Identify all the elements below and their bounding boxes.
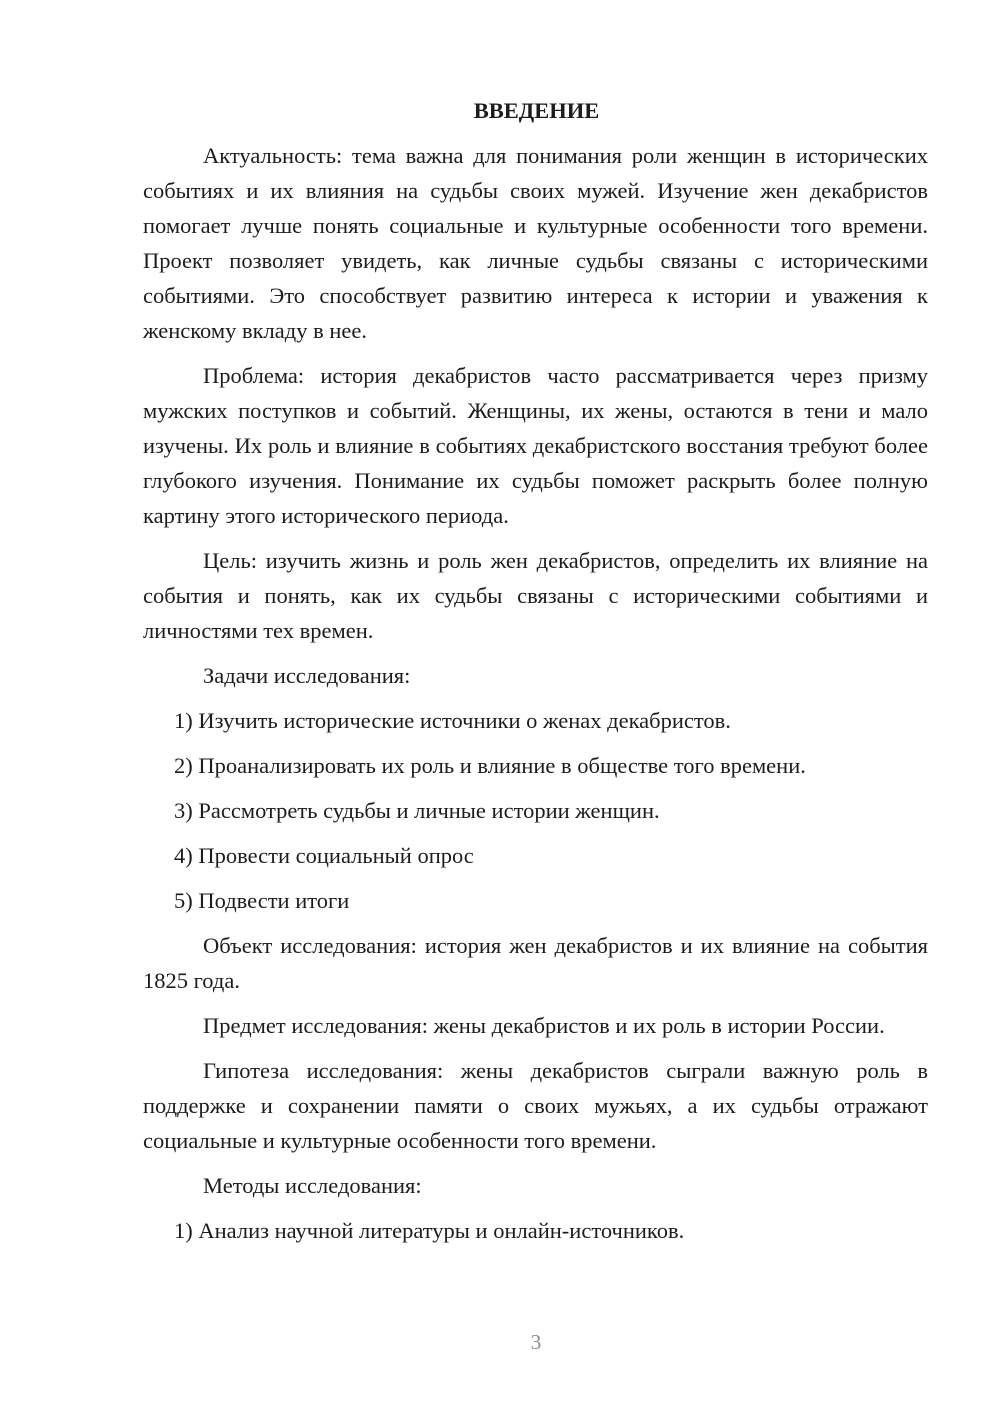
- task-item: 2) Проанализировать их роль и влияние в обществе того времени.: [174, 753, 806, 778]
- hypothesis-paragraph: Гипотеза исследования: жены декабристов сыграли важную роль в поддержке и сохранении памяти о своих мужьях, а их судьбы отражают социальные и культурные особенности того времени.: [143, 1058, 928, 1153]
- subject-paragraph: Предмет исследования: жены декабристов и их роль в истории России.: [203, 1013, 885, 1038]
- task-item: 4) Провести социальный опрос: [174, 843, 474, 868]
- goal-paragraph: Цель: изучить жизнь и роль жен декабристов, определить их влияние на события и понять, как их судьбы связаны с историческими событиями и личностями тех времен.: [143, 548, 928, 643]
- section-heading: ВВЕДЕНИЕ: [473, 98, 600, 123]
- problem-paragraph: Проблема: история декабристов часто рассматривается через призму мужских поступков и событий. Женщины, их жены, остаются в тени и мало изучены. Их роль и влияние в событиях декабристского восстания требуют более глубокого изучения. Понимание их судьбы поможет раскрыть более полную картину этого исторического периода.: [143, 363, 928, 528]
- relevance-paragraph: Актуальность: тема важна для понимания роли женщин в исторических событиях и их влияния на судьбы своих мужей. Изучение жен декабристов помогает лучше понять социальные и культурные особенности того времени. Проект позволяет увидеть, как личные судьбы связаны с историческими событиями. Это способствует развитию интереса к истории и уважения к женскому вкладу в нее.: [143, 143, 928, 343]
- task-item: 1) Изучить исторические источники о женах декабристов.: [174, 708, 731, 733]
- object-paragraph: Объект исследования: история жен декабристов и их влияние на события 1825 года.: [143, 933, 928, 993]
- page-number: 3: [530, 1330, 542, 1354]
- method-item: 1) Анализ научной литературы и онлайн-источников.: [174, 1218, 685, 1243]
- methods-label: Методы исследования:: [203, 1173, 422, 1198]
- document-page: [143, 95, 928, 1258]
- task-item: 3) Рассмотреть судьбы и личные истории женщин.: [174, 798, 660, 823]
- tasks-label: Задачи исследования:: [203, 663, 411, 688]
- task-item: 5) Подвести итоги: [174, 888, 350, 913]
